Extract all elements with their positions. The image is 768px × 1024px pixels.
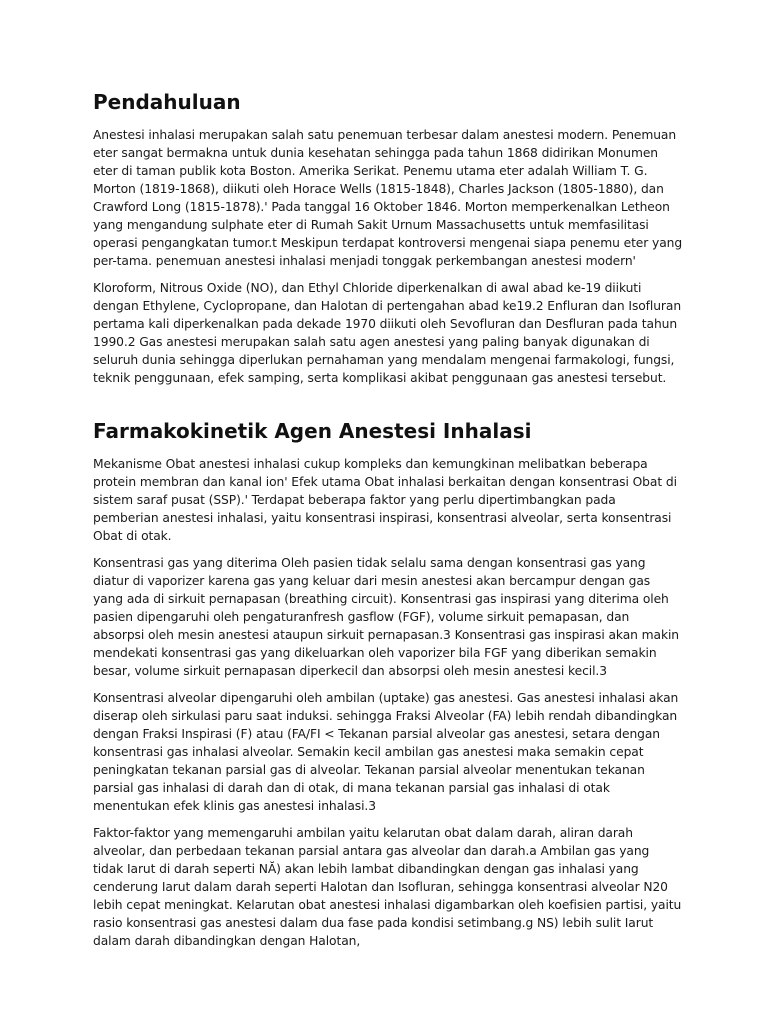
paragraph: Konsentrasi gas yang diterima Oleh pasien tidak selalu sama dengan konsentrasi gas yang diatur di vaporizer karena gas yang keluar dari mesin anestesi akan bercampur dengan gas yang ada di sirkuit pernapasan (breathing circuit). Konsentrasi gas inspirasi yang diterima oleh pasien dipengaruhi oleh pengaturanfresh gasflow (FGF), volume sirkuit pemapasan, dan absorpsi oleh mesin anestesi ataupun sirkuit pernapasan.3 Konsentrasi gas inspirasi akan makin mendekati konsentrasi gas yang dikeluarkan oleh vaporizer bila FGF yang diberikan semakin besar, volume sirkuit pernapasan diperkecil dan absorpsi oleh mesin anestesi kecil.3: [93, 556, 679, 678]
paragraph: Kloroform, Nitrous Oxide (NO), dan Ethyl Chloride diperkenalkan di awal abad ke-19 diikuti dengan Ethylene, Cyclopropane, dan Halotan di pertengahan abad ke19.2 Enfluran dan Isofluran pertama kali diperkenalkan pada dekade 1970 diikuti oleh Sevofluran dan Desfluran pada tahun 1990.2 Gas anestesi merupakan salah satu agen anestesi yang paling banyak digunakan di seluruh dunia sehingga diperlukan pernahaman yang mendalam mengenai farmakologi, fungsi, teknik penggunaan, efek samping, serta komplikasi akibat penggunaan gas anestesi tersebut.: [93, 281, 682, 385]
paragraph: Konsentrasi alveolar dipengaruhi oleh ambilan (uptake) gas anestesi. Gas anestesi inhalasi akan diserap oleh sirkulasi paru saat induksi. sehingga Fraksi Alveolar (FA) lebih rendah dibandingkan dengan Fraksi Inspirasi (F) atau (FA/FI < Tekanan parsial alveolar gas anestesi, setara dengan konsentrasi gas inhalasi alveolar. Semakin kecil ambilan gas anestesi maka semakin cepat peningkatan tekanan parsial gas di alveolar. Tekanan parsial alveolar menentukan tekanan parsial gas inhalasi di darah dan di otak, di mana tekanan parsial gas inhalasi di otak menentukan efek klinis gas anestesi inhalasi.3: [93, 691, 679, 813]
paragraph: Mekanisme Obat anestesi inhalasi cukup kompleks dan kemungkinan melibatkan beberapa protein membran dan kanal ion' Efek utama Obat inhalasi berkaitan dengan konsentrasi Obat di sistem saraf pusat (SSP).' Terdapat beberapa faktor yang perlu dipertimbangkan pada pemberian anestesi inhalasi, yaitu konsentrasi inspirasi, konsentrasi alveolar, serta konsentrasi Obat di otak.: [93, 457, 677, 543]
document-content: [93, 88, 683, 959]
paragraph: Anestesi inhalasi merupakan salah satu penemuan terbesar dalam anestesi modern. Penemuan eter sangat bermakna untuk dunia kesehatan sehingga pada tahun 1868 didirikan Monumen eter di taman publik kota Boston. Amerika Serikat. Penemu utama eter adalah William T. G. Morton (1819-1868), diikuti oleh Horace Wells (1815-1848), Charles Jackson (1805-1880), dan Crawford Long (1815-1878).' Pada tanggal 16 Oktober 1846. Morton memperkenalkan Letheon yang mengandung sulphate eter di Rumah Sakit Urnum Massachusetts untuk memfasilitasi operasi pengangkatan tumor.t Meskipun terdapat kontroversi mengenai siapa penemu eter yang per-tama. penemuan anestesi inhalasi menjadi tonggak perkembangan anestesi modern': [93, 128, 683, 268]
heading-farmakokinetik: Farmakokinetik Agen Anestesi Inhalasi: [93, 419, 532, 443]
paragraph: Faktor-faktor yang memengaruhi ambilan yaitu kelarutan obat dalam darah, aliran darah alveolar, dan perbedaan tekanan parsial antara gas alveolar dan darah.a Ambilan gas yang tidak Iarut di darah seperti NĂ) akan lebih lambat dibandingkan dengan gas inhalasi yang cenderung Iarut dalam darah seperti Halotan dan Isofluran, sehingga konsentrasi alveolar N20 lebih cepat meningkat. Kelarutan obat anestesi inhalasi digambarkan oleh koefisien partisi, yaitu rasio konsentrasi gas anestesi dalam dua fase pada kondisi setimbang.g NS) lebih sulit Iarut dalam darah dibandingkan dengan Halotan,: [93, 826, 682, 948]
heading-pendahuluan: Pendahuluan: [93, 90, 241, 114]
